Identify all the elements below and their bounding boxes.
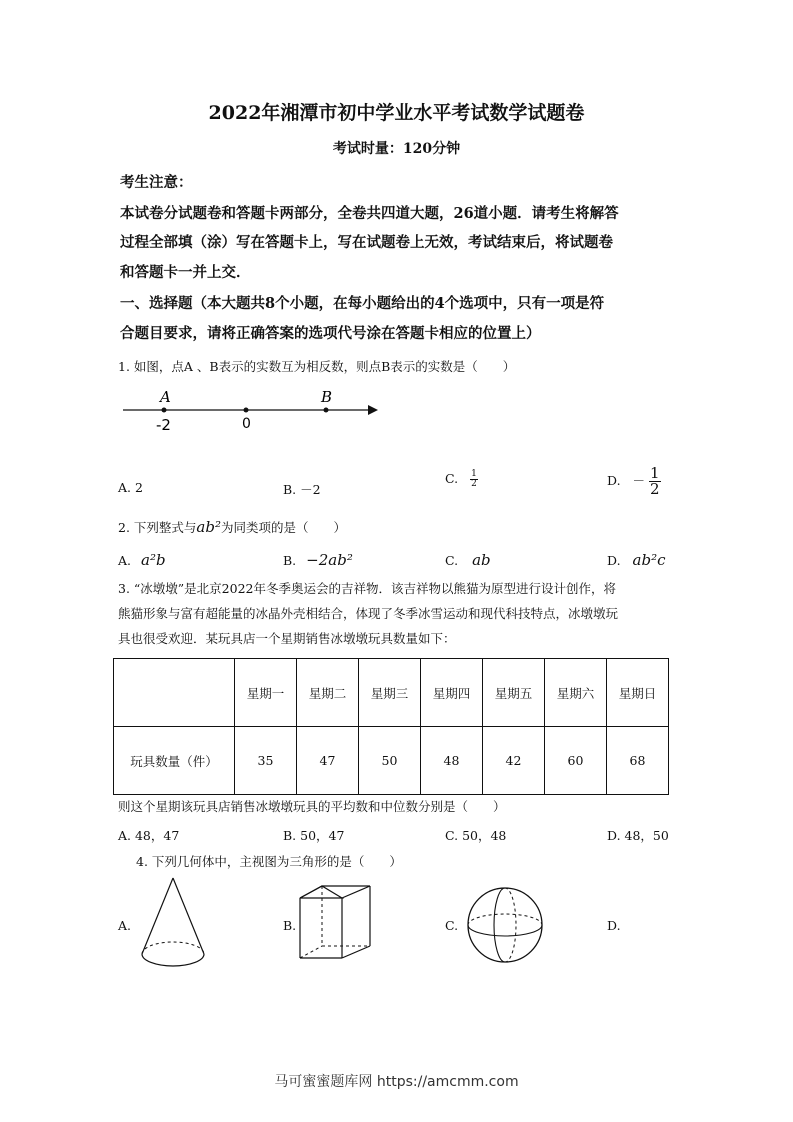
q1-option-a: A. 2 (118, 480, 143, 495)
tick-label-0: 0 (242, 416, 251, 432)
table-cell: 48 (421, 727, 483, 795)
table-cell: 47 (297, 727, 359, 795)
q4-option-c: C. (445, 918, 459, 933)
q2-text-after: 为同类项的是（ ） (220, 520, 346, 535)
q1-option-d-sign: － (632, 473, 646, 488)
q2-option-a (118, 551, 166, 569)
q2-option-b (283, 551, 353, 569)
q1-option-b: B. －2 (283, 482, 321, 497)
q3-option-c: C. 50，48 (445, 828, 507, 843)
q2-option-b-expr: −2ab² (306, 551, 353, 569)
table-cell: 60 (545, 727, 607, 795)
notice-line-2: 过程全部填（涂）写在答题卡上，写在试题卷上无效，考试结束后，将试题卷 (120, 234, 613, 251)
table-header-cell: 星期二 (297, 659, 359, 727)
q1-option-c-denominator: 2 (471, 479, 477, 489)
question-3-line-1: 3. “冰墩墩”是北京2022年冬季奥运会的吉祥物．该吉祥物以熊猫为原型进行设计创作，将 (118, 581, 616, 596)
table-row (114, 727, 669, 795)
table-cell: 35 (235, 727, 297, 795)
table-cell: 68 (607, 727, 669, 795)
table-header-cell (114, 659, 235, 727)
point-b-label: B (321, 388, 333, 406)
table-row-label: 玩具数量（件） (114, 727, 235, 795)
question-4-text: 4. 下列几何体中，主视图为三角形的是（ ） (136, 854, 402, 869)
section1-heading-line-2: 合题目要求，请将正确答案的选项代号涂在答题卡相应的位置上） (120, 325, 541, 342)
q4-option-b: B. (283, 918, 297, 933)
q1-option-d-numerator: 1 (650, 464, 660, 482)
origin-dot (244, 408, 249, 413)
point-a-dot (162, 408, 167, 413)
q2-option-a-expr: a²b (141, 551, 166, 569)
sphere-figure (462, 884, 548, 966)
q4-option-d: D. (607, 918, 621, 933)
number-line-arrow (368, 405, 378, 415)
q1-option-d (607, 466, 661, 497)
table-header-cell: 星期一 (235, 659, 297, 727)
q2-option-c-expr: ab (472, 551, 491, 569)
section1-heading-line-1: 一、选择题（本大题共8个小题，在每小题给出的4个选项中，只有一项是符 (120, 295, 605, 312)
q1-option-d-fraction (649, 466, 661, 497)
table-header-cell: 星期四 (421, 659, 483, 727)
question-1-text: 1. 如图，点A 、B表示的实数互为相反数，则点B表示的实数是（ ） (118, 359, 516, 374)
q3-option-b: B. 50，47 (283, 828, 345, 843)
q1-option-c-numerator: 1 (471, 469, 477, 479)
q1-option-c-prefix: C. (445, 471, 459, 486)
table-header-cell: 星期六 (545, 659, 607, 727)
exam-duration: 考试时量：120分钟 (332, 141, 461, 157)
question-3-prompt: 则这个星期该玩具店销售冰墩墩玩具的平均数和中位数分别是（ ） (118, 799, 506, 814)
q2-option-d (607, 551, 666, 569)
q2-option-c-prefix: C. (445, 553, 459, 568)
table-header-row (114, 659, 669, 727)
tick-label-neg2: -2 (156, 416, 171, 434)
page-title: 2022年湘潭市初中学业水平考试数学试题卷 (208, 102, 585, 124)
number-line-figure (118, 385, 388, 440)
table-header-cell: 星期五 (483, 659, 545, 727)
q1-option-c (445, 470, 478, 489)
q2-term: ab² (196, 518, 221, 536)
q2-option-d-expr: ab²c (632, 551, 666, 569)
q2-text-before: 2. 下列整式与 (118, 520, 197, 535)
q3-option-a: A. 48，47 (118, 828, 180, 843)
footer-watermark: 马可蜜蜜题库网 https://amcmm.com (274, 1074, 519, 1090)
table-header-cell: 星期三 (359, 659, 421, 727)
cone-figure (133, 874, 213, 974)
triangular-prism-figure (292, 880, 382, 966)
notice-line-3: 和答题卡一并上交． (120, 264, 251, 281)
table-header-cell: 星期日 (607, 659, 669, 727)
question-3-line-2: 熊猫形象与富有超能量的冰晶外壳相结合，体现了冬季冰雪运动和现代科技特点，冰墩墩玩 (118, 606, 619, 621)
point-b-dot (324, 408, 329, 413)
q2-option-b-prefix: B. (283, 553, 297, 568)
question-2-text (118, 518, 346, 536)
table-cell: 42 (483, 727, 545, 795)
q2-option-a-prefix: A. (118, 553, 132, 568)
q1-option-c-fraction (470, 470, 478, 489)
q1-option-d-prefix: D. (607, 473, 621, 488)
table-cell: 50 (359, 727, 421, 795)
q1-option-d-denominator: 2 (650, 480, 660, 498)
notice-heading: 考生注意： (120, 174, 193, 191)
q2-option-c (445, 551, 491, 569)
sales-table (113, 658, 669, 795)
point-a-label: A (160, 388, 171, 406)
q2-option-d-prefix: D. (607, 553, 621, 568)
notice-line-1: 本试卷分试题卷和答题卡两部分，全卷共四道大题，26道小题．请考生将解答 (120, 205, 619, 222)
question-3-line-3: 具也很受欢迎．某玩具店一个星期销售冰墩墩玩具数量如下： (118, 631, 456, 646)
q3-option-d: D. 48，50 (607, 828, 669, 843)
q4-option-a: A. (118, 918, 132, 933)
